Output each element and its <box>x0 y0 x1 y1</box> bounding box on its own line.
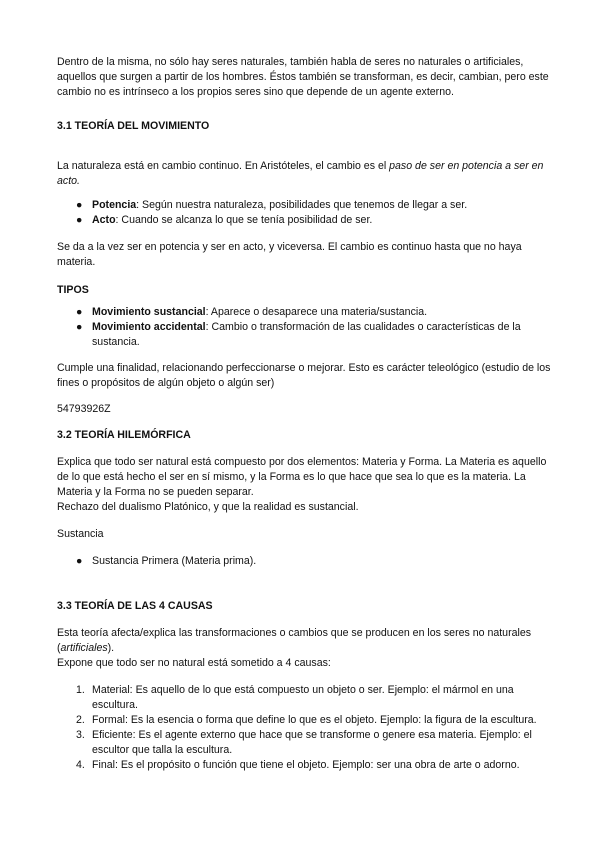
bullet-term: Potencia <box>92 199 137 211</box>
tipos-bullet-list <box>57 305 557 350</box>
movimiento-paragraph-3: Cumple una finalidad, relacionando perfeccionarse o mejorar. Esto es carácter teleológico (estudio de los fines o propósitos de algún objeto o algún ser) <box>57 362 551 389</box>
list-item <box>57 758 557 773</box>
list-item <box>57 198 557 213</box>
section-heading-movimiento: 3.1 TEORÍA DEL MOVIMIENTO <box>57 120 210 132</box>
movimiento-paragraph-1 <box>57 159 557 189</box>
bullet-term: Acto <box>92 214 116 226</box>
causas-paragraph-2: Expone que todo ser no natural está sometido a 4 causas: <box>57 657 331 669</box>
list-item-text: Final: Es el propósito o función que tiene el objeto. Ejemplo: ser una obra de arte o adorno. <box>92 759 520 771</box>
sustancia-label: Sustancia <box>57 528 104 540</box>
causas-numbered-list <box>57 683 557 773</box>
section-heading-hilemorfica: 3.2 TEORÍA HILEMÓRFICA <box>57 429 191 441</box>
list-number: 4. <box>76 759 85 771</box>
bullet-text: : Cambio o transformación de las cualidades o características de la sustancia. <box>92 321 521 348</box>
movimiento-paragraph-2: Se da a la vez ser en potencia y ser en acto, y viceversa. El cambio es continuo hasta que no haya materia. <box>57 241 522 268</box>
list-item <box>57 554 557 569</box>
sustancia-bullet-list <box>57 554 557 569</box>
list-item-text: Eficiente: Es el agente externo que hace que se transforme o genere esa materia. Ejemplo: el escultor que talla la escultura. <box>92 729 532 756</box>
list-item <box>57 320 557 350</box>
bullet-text: : Cuando se alcanza lo que se tenía posibilidad de ser. <box>115 214 373 226</box>
list-number: 2. <box>76 714 85 726</box>
movimiento-p1-emphasis: paso de ser en potencia a ser en acto. <box>57 160 544 187</box>
list-item <box>57 713 557 728</box>
list-item-text: Material: Es aquello de lo que está compuesto un objeto o ser. Ejemplo: el mármol en una escultura. <box>92 684 514 711</box>
list-number: 1. <box>76 684 85 696</box>
hilemorfica-paragraph-1: Explica que todo ser natural está compuesto por dos elementos: Materia y Forma. La Materia es aquello de lo que está hecho el ser en sí mismo, y la Forma es lo que hace que sea lo que es la materia. La Materia y la Forma no se pueden separar. <box>57 456 547 498</box>
document-code: 54793926Z <box>57 403 111 415</box>
bullet-text: : Aparece o desaparece una materia/sustancia. <box>205 306 428 318</box>
intro-paragraph: Dentro de la misma, no sólo hay seres naturales, también habla de seres no naturales o artificiales, aquellos que surgen a partir de los hombres. Éstos también se transforman, es decir, cambian, pero este cambio no es intrínseco a los propios seres sino que depende de un agente externo. <box>57 56 549 98</box>
list-item-text: Formal: Es la esencia o forma que define lo que es el objeto. Ejemplo: la figura de la escultura. <box>92 714 537 726</box>
document-page <box>57 55 557 773</box>
causas-paragraph-1 <box>57 626 557 656</box>
movimiento-bullet-list <box>57 198 557 228</box>
list-item <box>57 683 557 713</box>
list-number: 3. <box>76 729 85 741</box>
bullet-text: Sustancia Primera (Materia prima). <box>92 555 257 567</box>
tipos-heading: TIPOS <box>57 284 89 296</box>
hilemorfica-paragraph-2: Rechazo del dualismo Platónico, y que la realidad es sustancial. <box>57 501 359 513</box>
causas-p1-tail: ). <box>107 642 115 654</box>
causas-p1-emphasis: artificiales <box>60 642 108 654</box>
bullet-text: : Según nuestra naturaleza, posibilidades que tenemos de llegar a ser. <box>136 199 468 211</box>
bullet-icon: ● <box>76 214 83 226</box>
bullet-icon: ● <box>76 555 83 567</box>
causas-p1-text: Esta teoría afecta/explica las transformaciones o cambios que se producen en los seres no naturales ( <box>57 627 532 654</box>
bullet-icon: ● <box>76 306 83 318</box>
list-item <box>57 213 557 228</box>
bullet-term: Movimiento accidental <box>92 321 206 333</box>
bullet-icon: ● <box>76 199 83 211</box>
bullet-icon: ● <box>76 321 83 333</box>
movimiento-p1-text: La naturaleza está en cambio continuo. En Aristóteles, el cambio es el <box>57 160 390 172</box>
section-heading-causas: 3.3 TEORÍA DE LAS 4 CAUSAS <box>57 600 213 612</box>
list-item <box>57 728 557 758</box>
bullet-term: Movimiento sustancial <box>92 306 206 318</box>
list-item <box>57 305 557 320</box>
